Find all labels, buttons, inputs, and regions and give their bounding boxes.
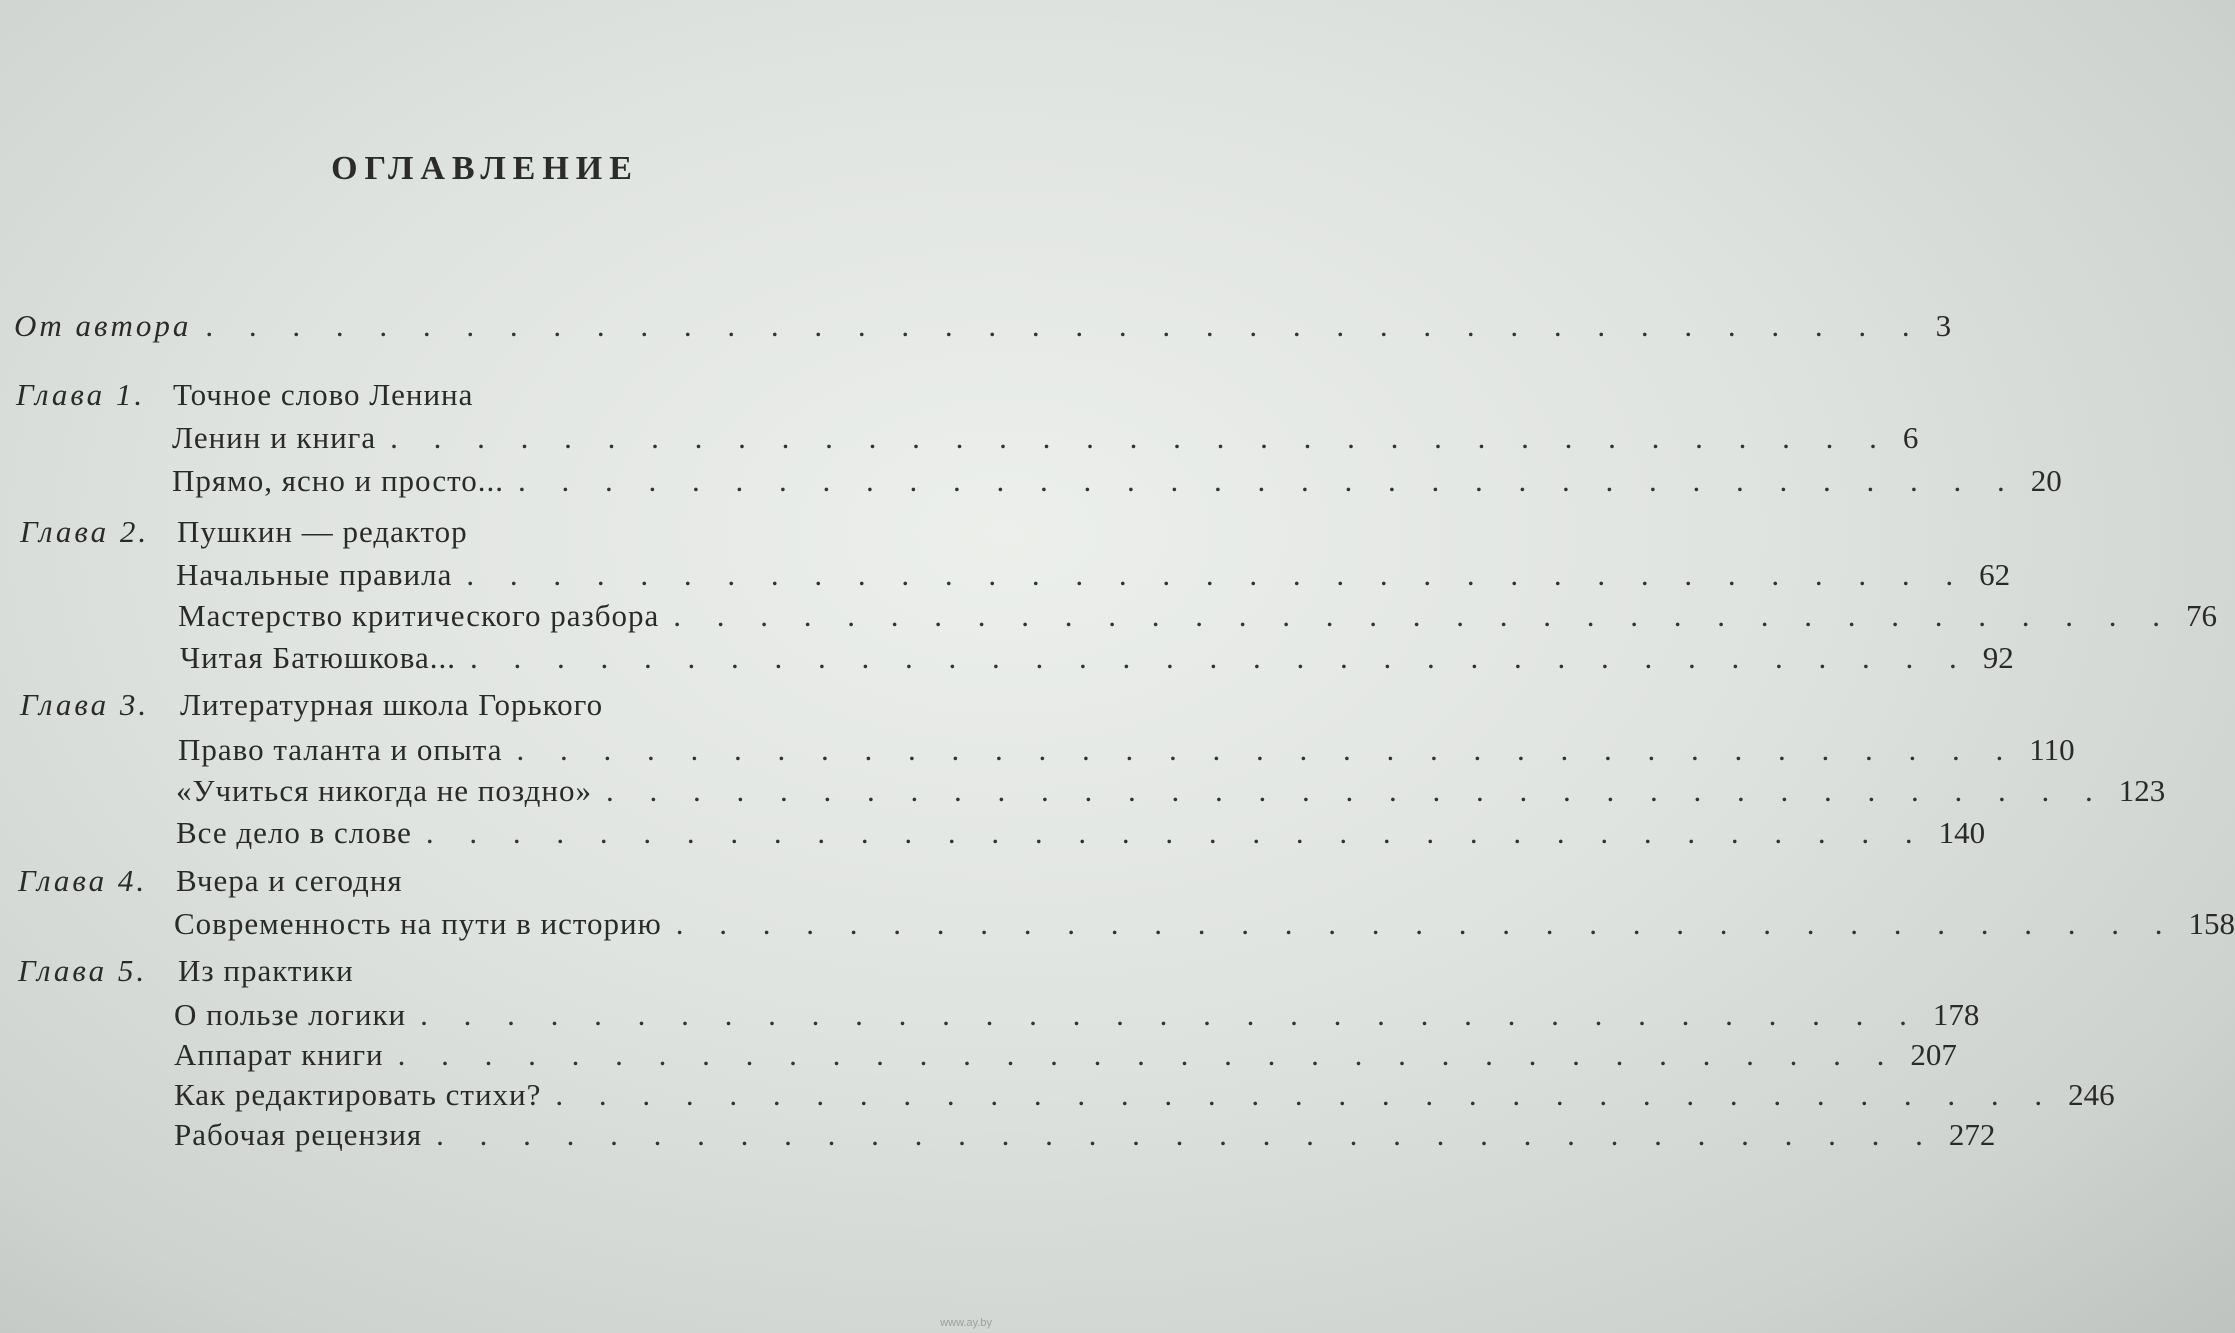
toc-entry-label: Современность на пути в историю bbox=[174, 906, 662, 941]
toc-entry bbox=[172, 417, 1919, 459]
chapter-label: Глава 3. bbox=[20, 687, 150, 722]
dot-leader: . . . . . . . . . . . . . . . . . . . . . . . . . . . . . . . . . . . . . . . . bbox=[205, 308, 1924, 343]
toc-entry-intro bbox=[14, 305, 1952, 347]
toc-entry-page: 272 bbox=[1948, 1117, 1996, 1152]
toc-entry bbox=[174, 1114, 1996, 1156]
dot-leader: . . . . . . . . . . . . . . . . . . . . . . . . . . . . . . . . . . . bbox=[675, 906, 2177, 941]
toc-entry-page: 110 bbox=[2029, 732, 2075, 767]
dot-leader: . . . . . . . . . . . . . . . . . . . . . . . . . . . . . . . . . . . bbox=[420, 997, 1921, 1032]
toc-entry-label: Начальные правила bbox=[176, 557, 453, 592]
watermark: www.ay.by bbox=[940, 1317, 992, 1329]
toc-entry-label: Аппарат книги bbox=[174, 1037, 384, 1072]
toc-entry-page: 178 bbox=[1932, 997, 1980, 1032]
toc-entry-page: 92 bbox=[1982, 640, 2014, 675]
chapter-label: Глава 2. bbox=[20, 514, 150, 549]
dot-leader: . . . . . . . . . . . . . . . . . . . . . . . . . . . . . . . . . . . bbox=[516, 732, 2018, 767]
dot-leader: . . . . . . . . . . . . . . . . . . . . . . . . . . . . . . . . . . . bbox=[517, 463, 2019, 498]
chapter-label: Глава 5. bbox=[18, 953, 148, 988]
toc-entry bbox=[174, 1074, 2115, 1116]
toc-entry bbox=[180, 637, 2014, 679]
toc-entry-label: Прямо, ясно и просто... bbox=[172, 463, 504, 498]
chapter-title: Вчера и сегодня bbox=[176, 863, 403, 898]
toc-entry-page: 246 bbox=[2068, 1077, 2115, 1112]
toc-entry-page: 158 bbox=[2188, 906, 2235, 941]
toc-entry bbox=[174, 1034, 1957, 1076]
dot-leader: . . . . . . . . . . . . . . . . . . . . . . . . . . . . . . . . . . . bbox=[555, 1077, 2057, 1112]
toc-entry-page: 6 bbox=[1902, 420, 1919, 455]
toc-entry-label: Ленин и книга bbox=[172, 420, 377, 455]
toc-entry-page: 140 bbox=[1938, 815, 1986, 850]
toc-entry bbox=[176, 770, 2166, 812]
toc-entry bbox=[176, 812, 1986, 854]
chapter-5-heading bbox=[18, 950, 958, 992]
chapter-title: Литературная школа Горького bbox=[180, 687, 604, 722]
chapter-label: Глава 4. bbox=[18, 863, 148, 898]
dot-leader: . . . . . . . . . . . . . . . . . . . . . . . . . . . . . . . . . . . bbox=[436, 1117, 1937, 1152]
chapter-3-heading bbox=[20, 684, 960, 726]
chapter-title: Точное слово Ленина bbox=[173, 377, 474, 412]
dot-leader: . . . . . . . . . . . . . . . . . . . . . . . . . . . . . . . . . . . bbox=[605, 773, 2107, 808]
toc-entry-page: 62 bbox=[1979, 557, 2011, 592]
toc-entry bbox=[172, 460, 2062, 502]
chapter-label: Глава 1. bbox=[16, 377, 146, 412]
toc-entry-page: 3 bbox=[1935, 308, 1952, 343]
toc-entry-page: 76 bbox=[2186, 598, 2218, 633]
toc-entry-page: 207 bbox=[1910, 1037, 1957, 1072]
toc-entry bbox=[174, 994, 1980, 1036]
toc-entry-label: Право таланта и опыта bbox=[178, 732, 503, 767]
toc-entry-label: Как редактировать стихи? bbox=[174, 1077, 542, 1112]
toc-entry-label: «Учиться никогда не поздно» bbox=[176, 773, 592, 808]
toc-entry-page: 123 bbox=[2118, 773, 2166, 808]
dot-leader: . . . . . . . . . . . . . . . . . . . . . . . . . . . . . . . . . . . bbox=[466, 557, 1968, 592]
toc-entry-label: О пользе логики bbox=[174, 997, 407, 1032]
chapter-1-heading bbox=[16, 374, 956, 416]
toc-entry bbox=[178, 729, 2075, 771]
toc-entry-label: Рабочая рецензия bbox=[174, 1117, 423, 1152]
dot-leader: . . . . . . . . . . . . . . . . . . . . . . . . . . . . . . . . . . . bbox=[673, 598, 2175, 633]
chapter-4-heading bbox=[18, 860, 958, 902]
toc-entry bbox=[176, 554, 2011, 596]
dot-leader: . . . . . . . . . . . . . . . . . . . . . . . . . . . . . . . . . . . bbox=[397, 1037, 1899, 1072]
toc-entry-label: Мастерство критического разбора bbox=[178, 598, 660, 633]
chapter-2-heading bbox=[20, 511, 960, 553]
dot-leader: . . . . . . . . . . . . . . . . . . . . . . . . . . . . . . . . . . . bbox=[390, 420, 1891, 455]
toc-entry-label: Читая Батюшкова... bbox=[180, 640, 456, 675]
dot-leader: . . . . . . . . . . . . . . . . . . . . . . . . . . . . . . . . . . . bbox=[470, 640, 1971, 675]
toc-heading: ОГЛАВЛЕНИЕ bbox=[331, 150, 639, 187]
dot-leader: . . . . . . . . . . . . . . . . . . . . . . . . . . . . . . . . . . . bbox=[425, 815, 1927, 850]
chapter-title: Пушкин — редактор bbox=[177, 514, 468, 549]
chapter-title: Из практики bbox=[178, 953, 354, 988]
toc-entry-label: Все дело в слове bbox=[176, 815, 412, 850]
toc-entry-label: От автора bbox=[14, 308, 192, 343]
toc-entry bbox=[174, 903, 2235, 945]
toc-entry-page: 20 bbox=[2030, 463, 2062, 498]
toc-entry bbox=[178, 595, 2218, 637]
